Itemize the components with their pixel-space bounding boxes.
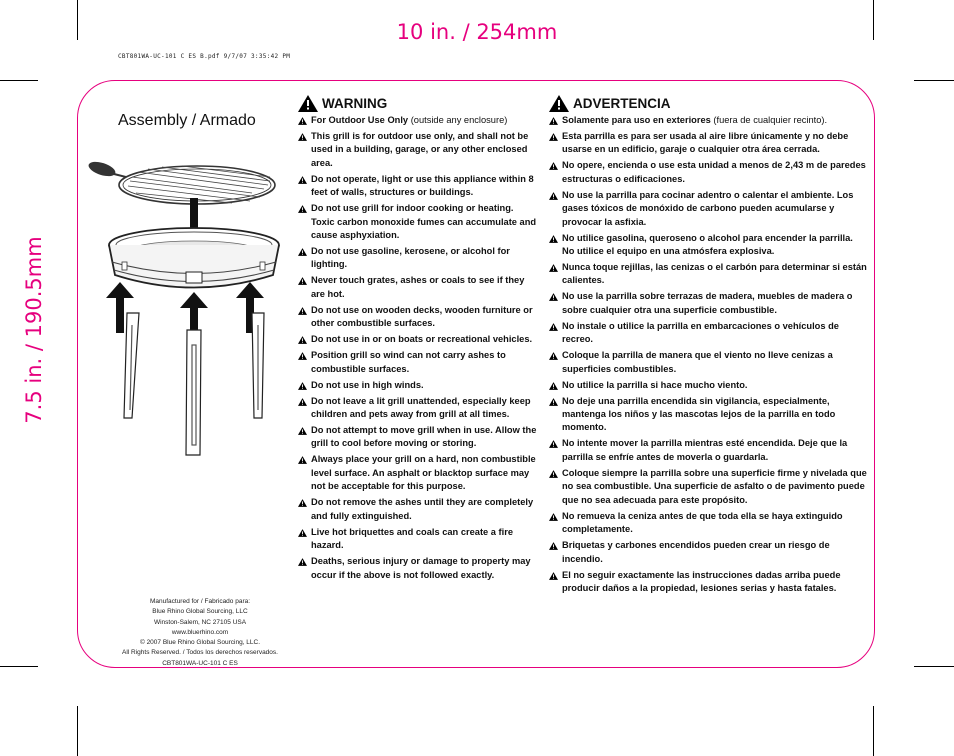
warning-item-text: Nunca toque rejillas, las cenizas o el carbón para determinar si están calientes. (562, 262, 867, 286)
warning-item-text: Do not operate, light or use this appliance within 8 feet of walls, structures or buildings. (311, 173, 534, 198)
footer-line: Manufactured for / Fabricado para: (149, 598, 251, 605)
warning-item (298, 173, 538, 200)
warning-item (298, 453, 538, 493)
warning-item-text: No intente mover la parrilla mientras esté encendida. Deje que la parrilla se enfríe antes de moverla o guardarla. (562, 438, 848, 462)
warning-triangle-icon (549, 469, 558, 482)
advertencia-list (549, 114, 867, 595)
warning-item (549, 395, 867, 435)
warning-item (298, 424, 538, 451)
warning-item (298, 526, 538, 553)
warning-item (549, 539, 867, 566)
warning-triangle-icon (298, 528, 307, 541)
width-dimension-label: 10 in. / 254mm (396, 20, 558, 44)
warning-triangle-icon (549, 116, 558, 129)
advertencia-heading-label: ADVERTENCIA (573, 95, 671, 111)
warning-item (549, 320, 867, 347)
height-dimension-label: 7.5 in. / 190.5mm (22, 236, 46, 424)
warning-triangle-icon (298, 116, 307, 129)
warning-item-text: Do not attempt to move grill when in use. Allow the grill to cool before moving or storing. (311, 425, 537, 449)
warning-item (549, 510, 867, 537)
warning-list (298, 114, 538, 582)
warning-item (549, 467, 867, 507)
warning-item-text: Always place your grill on a hard, non combustible level surface. An asphalt or blacktop surface may not be acceptable for this purpose. (311, 454, 536, 492)
warning-item (298, 395, 538, 422)
warning-item-text: No utilice gasolina, queroseno o alcohol para encender la parrilla. No utilice el equipo en una atmósfera explosiva. (562, 232, 853, 257)
warning-item (298, 114, 538, 127)
warning-item (549, 379, 867, 392)
warning-triangle-icon (298, 247, 307, 260)
advertencia-heading (549, 92, 867, 114)
footer-line: www.bluerhino.com (171, 628, 229, 636)
warning-triangle-icon (298, 175, 307, 188)
warning-triangle-icon (298, 455, 307, 468)
warning-triangle-icon (298, 557, 307, 570)
warning-item (298, 304, 538, 331)
warning-item-text: Live hot briquettes and coals can create a fire hazard. (311, 526, 514, 551)
warning-triangle-icon (549, 95, 569, 112)
warning-item-text: Do not remove the ashes until they are completely and fully extinguished. (311, 497, 534, 521)
grill-assembly-illustration (82, 150, 297, 460)
arrow-up-icon (180, 292, 208, 333)
warning-item-bold: For Outdoor Use Only (311, 115, 409, 125)
warning-item-text: Deaths, serious injury or damage to property may occur if the above is not followed exactly. (311, 556, 531, 580)
warning-triangle-icon (549, 234, 558, 247)
file-slug-line: CBT801WA-UC-101 C ES B.pdf 9/7/07 3:35:42 PM (118, 53, 291, 60)
crop-mark (873, 706, 874, 756)
grill-leg-icon (252, 313, 264, 418)
crop-mark (914, 80, 954, 81)
warning-item (549, 189, 867, 229)
grill-leg-icon (124, 313, 139, 418)
warning-item-text: Do not use on wooden decks, wooden furniture or other combustible surfaces. (311, 304, 533, 329)
warning-item (298, 333, 538, 346)
warning-triangle-icon (298, 95, 318, 112)
warning-item-text: No use la parrilla para cocinar adentro o calentar el ambiente. Los gases tóxicos de monóxido de carbono pueden acumularse y provocar la asfixia. (562, 189, 854, 227)
warning-triangle-icon (549, 439, 558, 452)
warning-item (549, 232, 867, 259)
warning-item (549, 130, 867, 157)
crop-mark (914, 666, 954, 667)
warning-item-text: Esta parrilla es para ser usada al aire libre únicamente y no debe usarse en un edificio, garaje o cualquier otra área cerrada. (562, 131, 849, 155)
warning-item (549, 261, 867, 288)
warning-triangle-icon (298, 204, 307, 217)
warning-item-text: No opere, encienda o use esta unidad a menos de 2,43 m de paredes estructuras o edificaciones. (562, 160, 866, 184)
warning-triangle-icon (298, 306, 307, 319)
warning-item (298, 274, 538, 301)
warning-heading (298, 92, 538, 114)
footer-line: © 2007 Blue Rhino Global Sourcing, LLC. (139, 639, 261, 647)
footer-line: CBT801WA-UC-101 C ES (162, 659, 238, 667)
warning-triangle-icon (298, 132, 307, 145)
grate-handle-icon (87, 159, 130, 179)
warning-triangle-icon (549, 263, 558, 276)
warning-triangle-icon (549, 381, 558, 394)
warning-triangle-icon (298, 351, 307, 364)
warning-item (549, 290, 867, 317)
warning-triangle-icon (549, 397, 558, 410)
warning-triangle-icon (298, 276, 307, 289)
warning-item (298, 496, 538, 523)
crop-mark (0, 80, 38, 81)
warning-item (549, 114, 867, 127)
warning-item-text: No deje una parrilla encendida sin vigilancia, especialmente, mantenga los niños y las mascotas lejos de la parrilla en todo momento. (562, 395, 836, 433)
warning-item-text: Do not use in high winds. (311, 379, 424, 390)
warning-item (549, 159, 867, 186)
warning-item (549, 349, 867, 376)
warning-item (298, 379, 538, 392)
warning-item (549, 437, 867, 464)
warning-item-text: No instale o utilice la parrilla en embarcaciones o vehículos de recreo. (562, 320, 839, 345)
warning-triangle-icon (298, 498, 307, 511)
footer-line: Blue Rhino Global Sourcing, LLC (152, 608, 248, 616)
warning-item-note: (outside any enclosure) (408, 115, 508, 125)
warning-item-text: Do not use grill for indoor cooking or heating. Toxic carbon monoxide fumes can accumulate and cause asphyxiation. (311, 203, 537, 241)
advertencia-column (549, 92, 867, 598)
warning-triangle-icon (549, 571, 558, 584)
warning-item-text: El no seguir exactamente las instrucciones dadas arriba puede producir daños a la propiedad, lesiones serias y hasta fatales. (562, 569, 841, 593)
footer-line: Winston-Salem, NC 27105 USA (153, 618, 247, 626)
warning-item-note: (fuera de cualquier recinto). (710, 115, 828, 125)
warning-item-text: Briquetas y carbones encendidos pueden crear un riesgo de incendio. (562, 540, 830, 564)
manufacturer-footer (100, 597, 300, 669)
warning-heading-label: WARNING (322, 95, 388, 111)
footer-line: All Rights Reserved. / Todos los derechos reservados. (122, 649, 278, 657)
warning-triangle-icon (549, 191, 558, 204)
warning-item (298, 555, 538, 582)
warning-triangle-icon (298, 381, 307, 394)
warning-item (549, 569, 867, 596)
warning-triangle-icon (298, 335, 307, 348)
warning-item-text: No use la parrilla sobre terrazas de madera, muebles de madera o sobre cualquier otra una superficie combustible. (562, 291, 853, 315)
warning-item-text: Do not use gasoline, kerosene, or alcohol for lighting. (311, 246, 510, 270)
warning-triangle-icon (549, 541, 558, 554)
warning-triangle-icon (549, 351, 558, 364)
warning-triangle-icon (549, 292, 558, 305)
fire-bowl-icon (109, 228, 279, 288)
warning-item-bold: Solamente para uso en exteriores (562, 115, 711, 125)
warning-item-text: No utilice la parrilla si hace mucho viento. (562, 379, 748, 390)
assembly-title: Assembly / Armado (118, 112, 256, 129)
warning-item (298, 245, 538, 272)
warning-item-text: Never touch grates, ashes or coals to see if they are hot. (311, 275, 525, 299)
warning-triangle-icon (549, 322, 558, 335)
warning-item-text: Position grill so wind can not carry ashes to combustible surfaces. (311, 350, 506, 374)
crop-mark (77, 706, 78, 756)
warning-item (298, 349, 538, 376)
warning-triangle-icon (298, 397, 307, 410)
warning-item-text: This grill is for outdoor use only, and shall not be used in a building, garage, or any other enclosed area. (311, 131, 529, 168)
warning-triangle-icon (549, 132, 558, 145)
warning-item-text: Do not use in or on boats or recreational vehicles. (311, 334, 533, 345)
warning-item-text: Coloque siempre la parrilla sobre una superficie firme y nivelada que no sea combustible. Una superficie de asfalto o de pavimento puede que no sea adecuada para este propósito. (562, 467, 867, 505)
warning-column (298, 92, 538, 585)
warning-item-text: Do not leave a lit grill unattended, especially keep children and pets away from grill at all times. (311, 395, 531, 420)
warning-item (298, 202, 538, 242)
warning-item-text: Coloque la parrilla de manera que el viento no lleve cenizas a superficies combustibles. (562, 350, 833, 374)
warning-item-text: No remueva la ceniza antes de que toda ella se haya extinguido completamente. (562, 510, 843, 535)
warning-triangle-icon (549, 512, 558, 525)
crop-mark (0, 666, 38, 667)
warning-triangle-icon (549, 161, 558, 174)
warning-item (298, 130, 538, 170)
warning-triangle-icon (298, 426, 307, 439)
grill-leg-icon (186, 330, 201, 455)
